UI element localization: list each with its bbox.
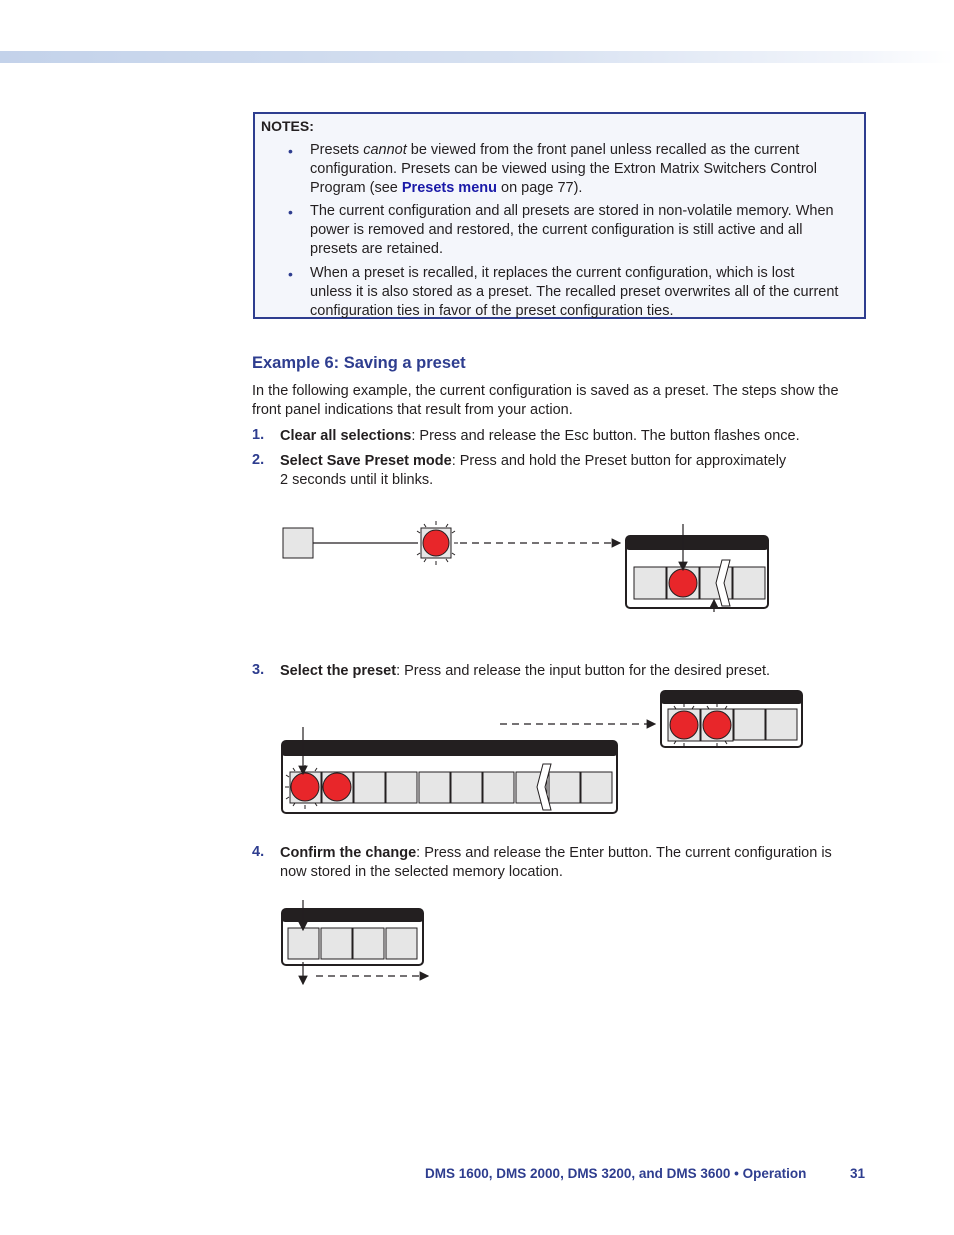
note-item-2: The current configuration and all presets are stored in non-volatile memory. When power is removed and restored, the current configuration is still active and all presets are retained.	[310, 203, 834, 257]
output-panel-small	[661, 691, 802, 747]
bullet-icon: •	[288, 204, 293, 220]
step-1-text: Clear all selections: Press and release the Esc button. The button flashes once.	[280, 428, 800, 444]
intro-paragraph: In the following example, the current configuration is saved as a preset. The steps show the front panel indications that result from your action.	[252, 383, 839, 418]
note-item-3: When a preset is recalled, it replaces the current configuration, which is lost unless it is also stored as a preset. The recalled preset overwrites all of the current configuration ties in favor of the preset configuration ties.	[310, 265, 839, 319]
step-3-text: Select the preset: Press and release the input button for the desired preset.	[280, 663, 771, 679]
notes-title: NOTES:	[261, 118, 314, 134]
esc-button	[283, 528, 313, 558]
step-number: 1.	[252, 427, 265, 443]
step-number: 3.	[252, 662, 265, 678]
bullet-icon: •	[288, 266, 293, 282]
enter-button	[288, 928, 319, 959]
preset-button-blinking	[414, 521, 458, 565]
input-panel-small	[626, 524, 768, 612]
step-4-text: Confirm the change: Press and release the Enter button. The current configuration is now stored in the selected memory location.	[280, 845, 832, 880]
note-item-1: Presets cannot be viewed from the front panel unless recalled as the current configuration. Presets can be viewed using the Extron Matrix Switchers Control Program (see Presets menu on page 77).	[310, 142, 817, 196]
presets-menu-link[interactable]: Presets menu	[401, 180, 497, 196]
section-heading: Example 6: Saving a preset	[252, 354, 466, 372]
figure-select-preset	[282, 691, 802, 813]
page-number: 31	[850, 1166, 866, 1181]
step-2-text: Select Save Preset mode: Press and hold the Preset button for approximately 2 seconds until it blinks.	[280, 453, 787, 488]
bullet-icon: •	[288, 143, 293, 159]
figure-save-preset-mode	[283, 521, 768, 612]
input-panel-large	[282, 727, 617, 813]
footer-title: DMS 1600, DMS 2000, DMS 3200, and DMS 3600 • Operation	[425, 1166, 807, 1181]
figure-confirm-change	[282, 900, 428, 984]
step-number: 4.	[252, 844, 265, 860]
step-number: 2.	[252, 452, 265, 468]
